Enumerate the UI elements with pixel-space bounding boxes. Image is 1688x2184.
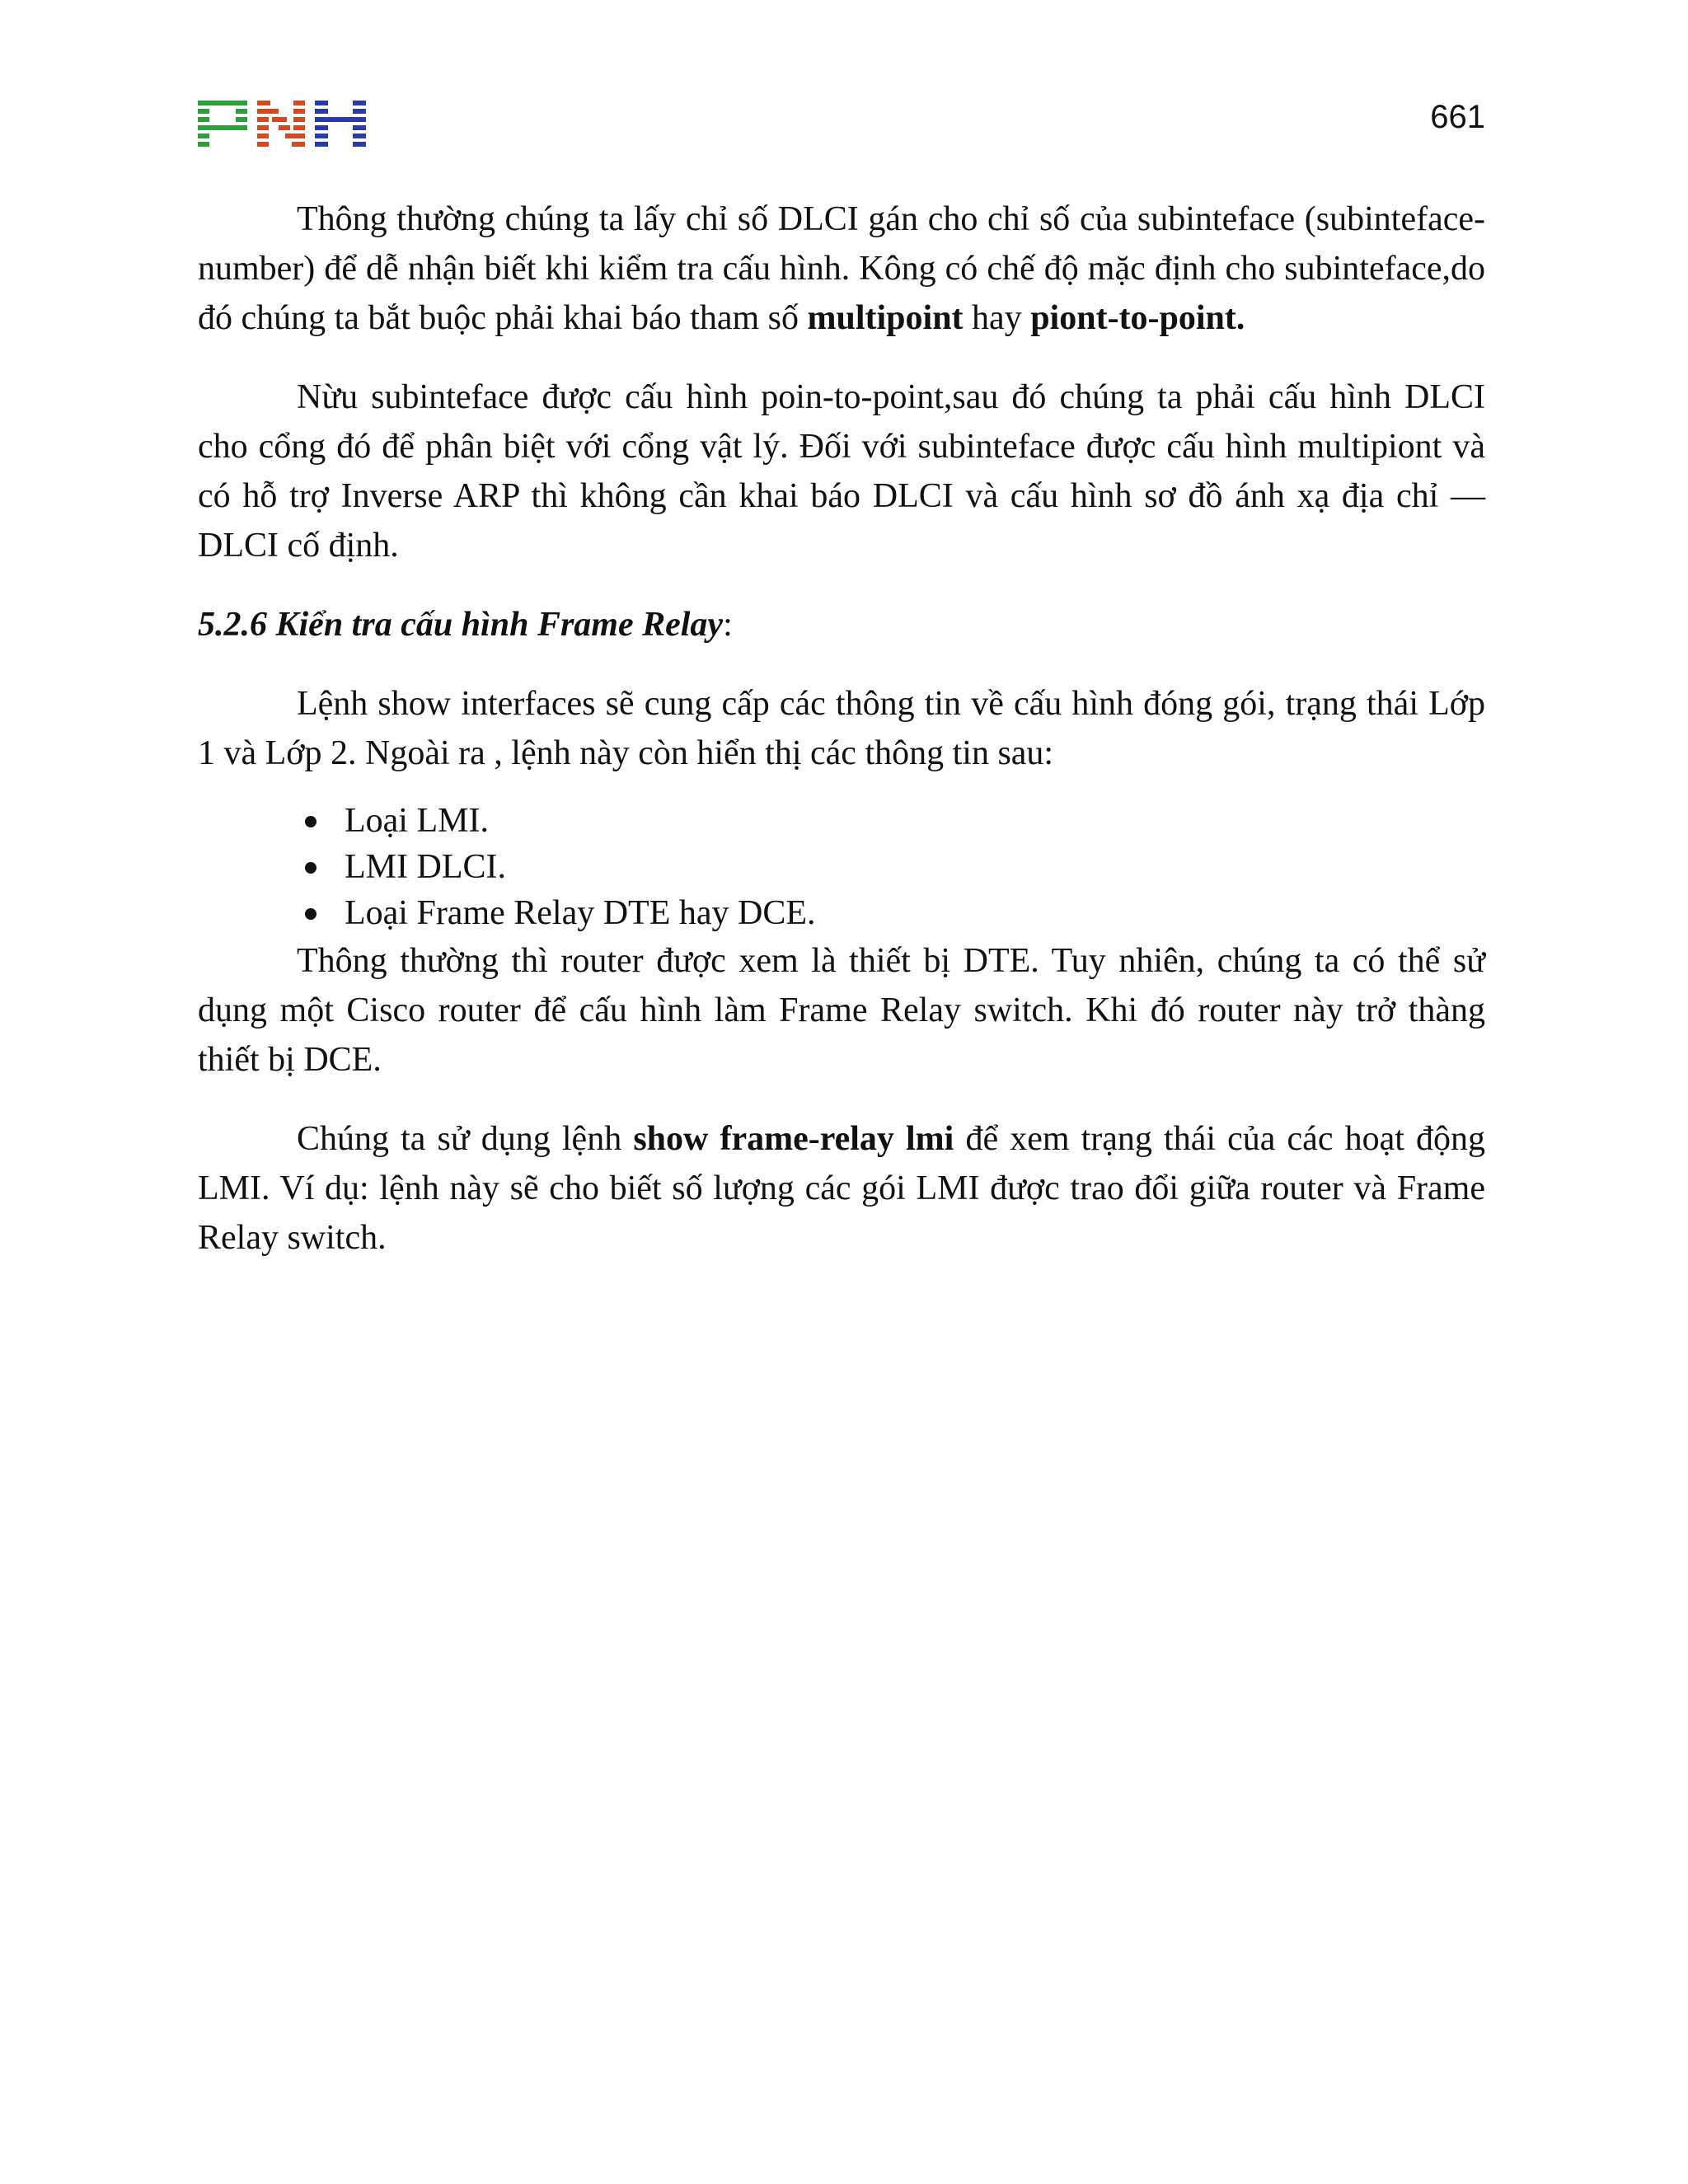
bullet-list: [198, 798, 1485, 936]
paragraph-1-bold-multipoint: multipoint: [807, 299, 964, 337]
paragraph-3: Lệnh show interfaces sẽ cung cấp các thông tin về cấu hình đóng gói, trạng thái Lớp 1 và Lớp 2. Ngoài ra , lệnh này còn hiển thị các thông tin sau:: [198, 685, 1485, 772]
paragraph-5-text-a: Chúng ta sử dụng lệnh: [297, 1120, 634, 1158]
paragraph-4: Thông thường thì router được xem là thiết bị DTE. Tuy nhiên, chúng ta có thể sử dụng một Cisco router để cấu hình làm Frame Relay switch. Khi đó router này trở thàng thiết bị DCE.: [198, 942, 1485, 1079]
pnh-logo: [198, 101, 366, 147]
paragraph-2: Nừu subinteface được cấu hình poin-to-point,sau đó chúng ta phải cấu hình DLCI cho cổng đó để phân biệt với cổng vật lý. Đối với subinteface được cấu hình multipiont và có hỗ trợ Inverse ARP thì không cần khai báo DLCI và cấu hình sơ đồ ánh xạ địa chỉ — DLCI cố định.: [198, 378, 1485, 565]
paragraph-1-text-b: hay: [963, 299, 1031, 337]
paragraph-5-text-b: để xem trạng thái của các hoạt động LMI. Ví dụ: lệnh này sẽ cho biết số lượng các gói LMI được trao đổi giữa router và Frame Relay switch.: [198, 1120, 1485, 1257]
bullet-item: LMI DLCI.: [345, 844, 1485, 890]
paragraph-5: [198, 1114, 1485, 1263]
paragraph-1-bold-point-to-point: piont-to-point.: [1030, 299, 1245, 337]
logo-letter-n: [257, 101, 305, 147]
paragraph-1: [198, 194, 1485, 343]
paragraph-5-bold-command: show frame-relay lmi: [633, 1120, 954, 1158]
section-heading-title: 5.2.6 Kiển tra cấu hình Frame Relay: [198, 606, 724, 644]
paragraph-1-text-a: Thông thường chúng ta lấy chỉ số DLCI gán cho chỉ số của subinteface (subinteface-number) để dễ nhận biết khi kiểm tra cấu hình. Kông có chế độ mặc định cho subinteface,do đó chúng ta bắt buộc phải khai báo tham số: [198, 200, 1485, 337]
logo-letter-h: [315, 101, 366, 147]
bullet-item: Loại LMI.: [345, 798, 1485, 844]
section-heading: [198, 600, 1485, 649]
page-number: 661: [1430, 99, 1485, 135]
logo-letter-p: [198, 101, 247, 147]
section-heading-colon: :: [723, 606, 733, 644]
bullet-item: Loại Frame Relay DTE hay DCE.: [345, 890, 1485, 936]
document-body: [198, 194, 1485, 1292]
